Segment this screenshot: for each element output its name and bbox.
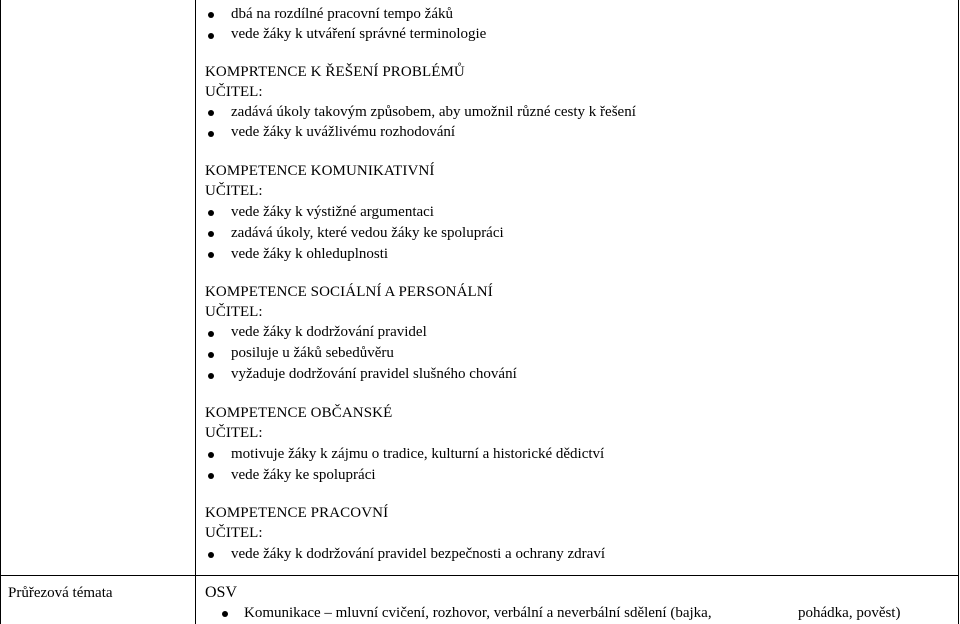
section-heading: KOMPETENCE PRACOVNÍ xyxy=(205,505,389,521)
teacher-label: UČITEL: xyxy=(205,425,263,441)
list-item-tail: pohádka, pověst) xyxy=(798,605,901,621)
bullet-icon xyxy=(208,473,214,479)
list-item: vyžaduje dodržování pravidel slušného chování xyxy=(231,366,517,382)
list-item: vede žáky k výstižné argumentaci xyxy=(231,204,434,220)
table-left-border xyxy=(0,0,1,624)
list-item: zadává úkoly, které vedou žáky ke spolupráci xyxy=(231,225,504,241)
bullet-icon xyxy=(222,611,228,617)
bullet-icon xyxy=(208,110,214,116)
bullet-icon xyxy=(208,33,214,39)
bullet-icon xyxy=(208,452,214,458)
section-heading: KOMPETENCE SOCIÁLNÍ A PERSONÁLNÍ xyxy=(205,284,493,300)
section-heading: KOMPRTENCE K ŘEŠENÍ PROBLÉMŮ xyxy=(205,64,465,80)
list-item: vede žáky k dodržování pravidel xyxy=(231,324,427,340)
teacher-label: UČITEL: xyxy=(205,183,263,199)
bullet-icon xyxy=(208,12,214,18)
list-item: vede žáky ke spolupráci xyxy=(231,467,376,483)
list-item: vede žáky k dodržování pravidel bezpečnosti a ochrany zdraví xyxy=(231,546,606,562)
list-item: zadává úkoly takovým způsobem, aby umožnil různé cesty k řešení xyxy=(231,104,636,120)
list-item: motivuje žáky k zájmu o tradice, kulturní a historické dědictví xyxy=(231,446,605,462)
bullet-icon xyxy=(208,210,214,216)
list-item: Komunikace – mluvní cvičení, rozhovor, verbální a neverbální sdělení (bajka, xyxy=(244,605,712,621)
row-label: Průřezová témata xyxy=(8,585,113,601)
list-item: posiluje u žáků sebedůvěru xyxy=(231,345,394,361)
bullet-icon xyxy=(208,552,214,558)
table-row-divider xyxy=(0,575,959,576)
section-heading: KOMPETENCE OBČANSKÉ xyxy=(205,405,393,421)
bullet-icon xyxy=(208,373,214,379)
table-column-divider xyxy=(195,0,196,624)
bullet-icon xyxy=(208,352,214,358)
teacher-label: UČITEL: xyxy=(205,84,263,100)
list-item: dbá na rozdílné pracovní tempo žáků xyxy=(231,6,453,22)
table-right-border xyxy=(958,0,959,624)
list-item: vede žáky k uvážlivému rozhodování xyxy=(231,124,456,140)
row-title: OSV xyxy=(205,584,238,601)
teacher-label: UČITEL: xyxy=(205,304,263,320)
bullet-icon xyxy=(208,131,214,137)
bullet-icon xyxy=(208,331,214,337)
teacher-label: UČITEL: xyxy=(205,525,263,541)
bullet-icon xyxy=(208,231,214,237)
list-item: vede žáky k utváření správné terminologie xyxy=(231,26,487,42)
list-item: vede žáky k ohleduplnosti xyxy=(231,246,389,262)
bullet-icon xyxy=(208,252,214,258)
section-heading: KOMPETENCE KOMUNIKATIVNÍ xyxy=(205,163,435,179)
